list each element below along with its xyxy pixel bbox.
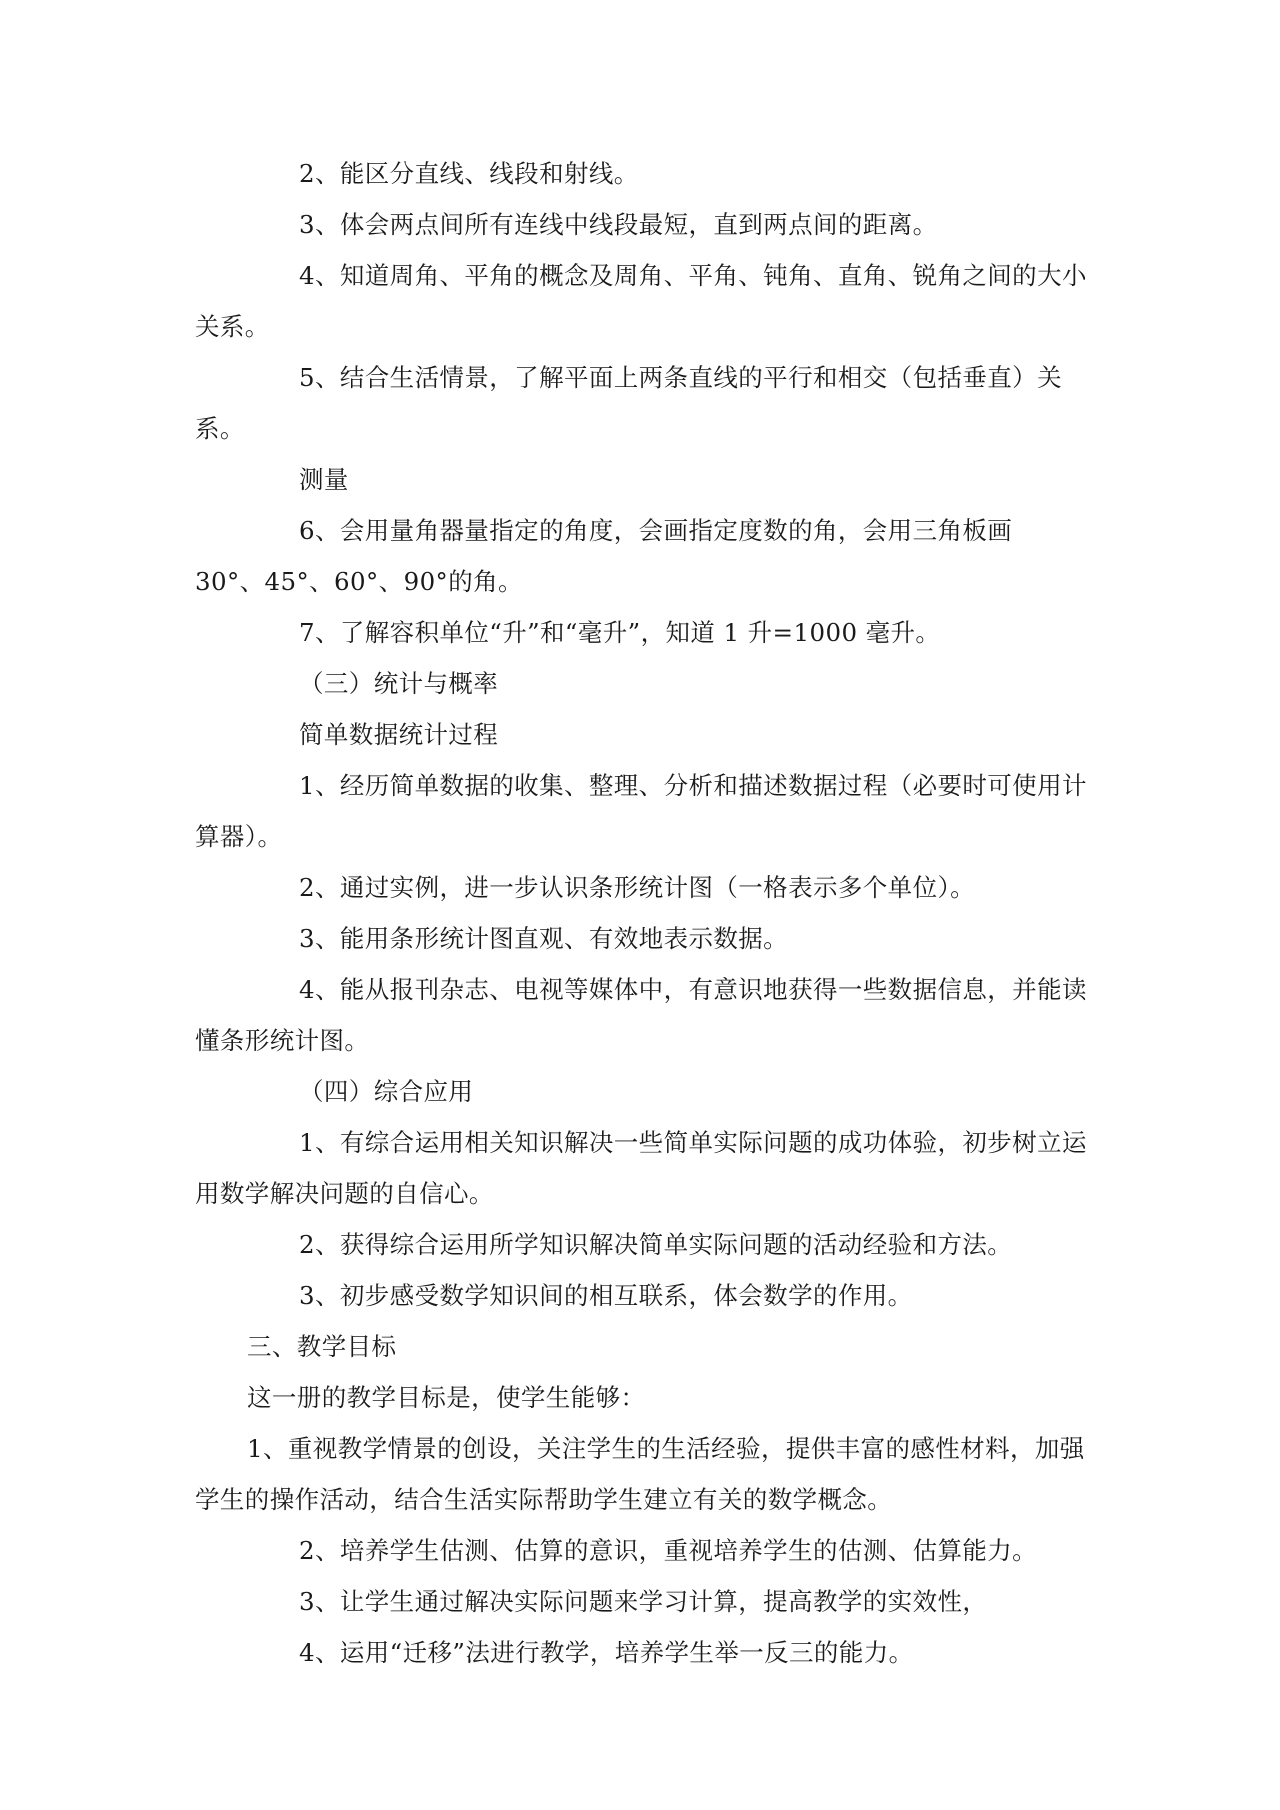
paragraph-application-item-2: 2、获得综合运用所学知识解决简单实际问题的活动经验和方法。: [299, 1230, 1013, 1259]
heading-measurement: 测量: [299, 465, 349, 494]
paragraph-measurement-item-7: 7、了解容积单位“升”和“毫升”，知道 1 升=1000 毫升。: [299, 618, 941, 647]
heading-teaching-objectives: 三、教学目标: [247, 1332, 397, 1361]
paragraph-statistics-item-1: 1、经历简单数据的收集、整理、分析和描述数据过程（必要时可使用计算器）。: [195, 771, 1087, 851]
paragraph-geometry-item-4: 4、知道周角、平角的概念及周角、平角、钝角、直角、锐角之间的大小关系。: [195, 261, 1087, 341]
heading-comprehensive-application: （四）综合应用: [299, 1077, 474, 1106]
paragraph-application-item-3: 3、初步感受数学知识间的相互联系，体会数学的作用。: [299, 1281, 913, 1310]
paragraph-objective-1: 1、重视教学情景的创设，关注学生的生活经验，提供丰富的感性材料，加强学生的操作活动，结合生活实际帮助学生建立有关的数学概念。: [195, 1434, 1085, 1514]
paragraph-geometry-item-2: 2、能区分直线、线段和射线。: [299, 159, 639, 188]
paragraph-objective-3: 3、让学生通过解决实际问题来学习计算，提高教学的实效性，: [299, 1587, 988, 1616]
paragraph-statistics-item-3: 3、能用条形统计图直观、有效地表示数据。: [299, 924, 789, 953]
paragraph-geometry-item-3: 3、体会两点间所有连线中线段最短，直到两点间的距离。: [299, 210, 938, 239]
paragraph-objective-4: 4、运用“迁移”法进行教学，培养学生举一反三的能力。: [299, 1638, 914, 1667]
paragraph-objective-2: 2、培养学生估测、估算的意识，重视培养学生的估测、估算能力。: [299, 1536, 1038, 1565]
paragraph-measurement-item-6-continued: 30°、45°、60°、90°的角。: [195, 567, 523, 596]
paragraph-measurement-item-6: 6、会用量角器量指定的角度，会画指定度数的角，会用三角板画: [299, 516, 1013, 545]
paragraph-statistics-item-2: 2、通过实例，进一步认识条形统计图（一格表示多个单位）。: [299, 873, 976, 902]
heading-statistics-probability: （三）统计与概率: [299, 669, 499, 698]
paragraph-application-item-1: 1、有综合运用相关知识解决一些简单实际问题的成功体验，初步树立运用数学解决问题的自信心。: [195, 1128, 1087, 1208]
heading-simple-data-statistics: 简单数据统计过程: [299, 720, 499, 749]
paragraph-geometry-item-5: 5、结合生活情景，了解平面上两条直线的平行和相交（包括垂直）关系。: [195, 363, 1062, 443]
paragraph-objectives-intro: 这一册的教学目标是，使学生能够：: [247, 1383, 646, 1412]
paragraph-statistics-item-4: 4、能从报刊杂志、电视等媒体中，有意识地获得一些数据信息，并能读懂条形统计图。: [195, 975, 1087, 1055]
